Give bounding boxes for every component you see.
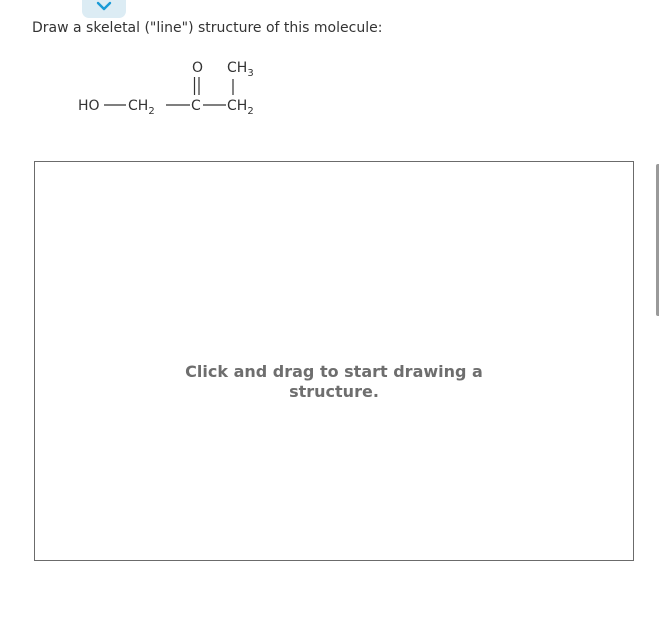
group-ch3: $CH_3$ <box>227 60 254 79</box>
canvas-hint <box>35 362 633 402</box>
drawing-canvas[interactable] <box>34 161 634 561</box>
group-ch2-left: $CH_2$ <box>128 98 155 117</box>
hint-line-2: structure. <box>289 382 379 401</box>
atom-o: O <box>192 60 204 76</box>
collapse-button[interactable] <box>82 0 126 18</box>
atom-ho: HO <box>78 98 100 114</box>
hint-line-1: Click and drag to start drawing a <box>185 362 483 381</box>
question-prompt: Draw a skeletal ("line") structure of this molecule: <box>32 20 383 36</box>
group-ch2-right: $CH_2$ <box>227 98 254 117</box>
condensed-structure <box>70 55 290 125</box>
atom-c: C <box>191 98 201 114</box>
chevron-down-icon <box>96 1 112 11</box>
